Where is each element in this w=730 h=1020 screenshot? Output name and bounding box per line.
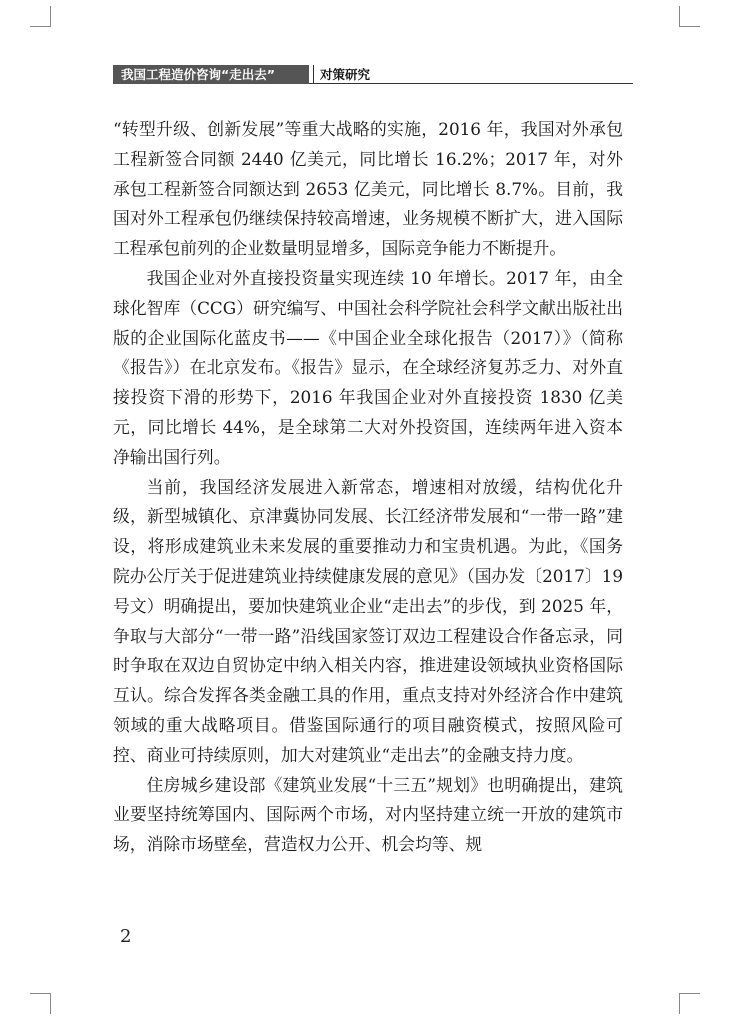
crop-mark-bottom-right <box>679 993 700 1014</box>
crop-mark-top-left <box>30 6 51 27</box>
crop-mark-top-right <box>679 6 700 27</box>
page-number: 2 <box>120 926 132 947</box>
paragraph: 当前，我国经济发展进入新常态，增速相对放缓，结构优化升级，新型城镇化、京津冀协同发展、长江经济带发展和“一带一路”建设，将形成建筑业未来发展的重要推动力和宝贵机遇。为此，《国务院办公厅关于促进建筑业持续健康发展的意见》（国办发〔2017〕19 号文）明确提出，要加快建筑业企业“走出去”的步伐，到 2025 年，争取与大部分“一带一路”沿线国家签订双边工程建设合作备忘录，同时争取在双边自贸协定中纳入相关内容，推进建设领域执业资格国际互认。综合发挥各类金融工具的作用，重点支持对外经济合作中建筑领域的重大战略项目。借鉴国际通行的项目融资模式，按照风险可控、商业可持续原则，加大对建筑业“走出去”的金融支持力度。 <box>113 476 623 765</box>
body-text <box>113 115 623 860</box>
crop-mark-bottom-left <box>30 993 51 1014</box>
running-head <box>113 65 633 84</box>
running-head-subtitle: 对策研究 <box>313 65 378 84</box>
paragraph: 住房城乡建设部《建筑业发展“十三五”规划》也明确提出，建筑业要坚持统筹国内、国际两个市场，对内坚持建立统一开放的建筑市场，消除市场壁垒，营造权力公开、机会均等、规 <box>113 774 623 855</box>
running-head-title: 我国工程造价咨询“走出去” <box>113 65 309 84</box>
paragraph-continuation: “转型升级、创新发展”等重大战略的实施，2016 年，我国对外承包工程新签合同额 2440 亿美元，同比增长 16.2%；2017 年，对外承包工程新签合同额达到 2653 亿美元，同比增长 8.7%。目前，我国对外工程承包仍继续保持较高增速，业务规模不断扩大，进入国际工程承包前列的企业数量明显增多，国际竞争能力不断提升。 <box>113 119 623 259</box>
paragraph: 我国企业对外直接投资量实现连续 10 年增长。2017 年，由全球化智库（CCG）研究编写、中国社会科学院社会科学文献出版社出版的企业国际化蓝皮书——《中国企业全球化报告（2017）》（简称《报告》）在北京发布。《报告》显示，在全球经济复苏乏力、对外直接投资下滑的形势下，2016 年我国企业对外直接投资 1830 亿美元，同比增长 44%，是全球第二大对外投资国，连续两年进入资本净输出国行列。 <box>113 267 623 467</box>
